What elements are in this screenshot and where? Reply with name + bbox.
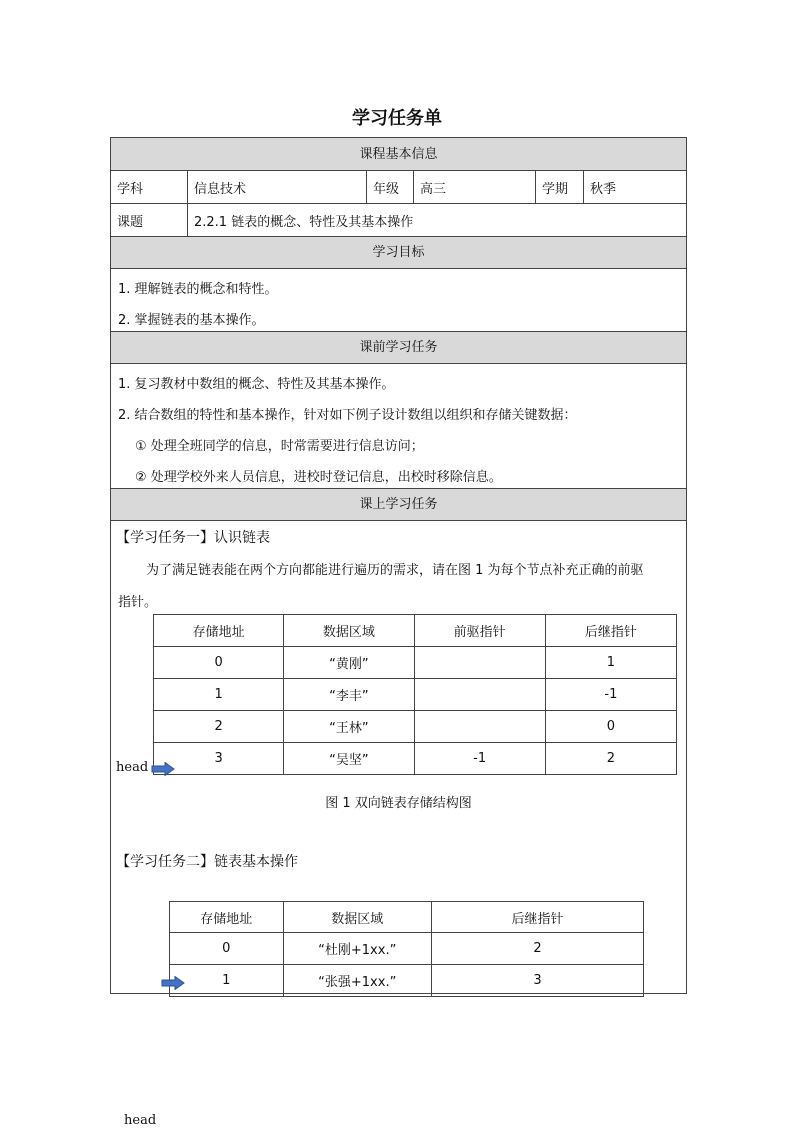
right-arrow-icon: [161, 976, 185, 990]
task1-description-cont: 指针。: [118, 595, 158, 610]
table-row: [170, 965, 644, 997]
doubly-linked-list-table: [153, 614, 677, 775]
table-row: [170, 933, 644, 965]
col-header-data: 数据区域: [283, 902, 431, 933]
col-header-address: 存储地址: [170, 902, 284, 933]
cell-prev-pointer: [414, 711, 545, 743]
col-header-next-pointer: 后继指针: [545, 615, 676, 647]
pre-task-item: 2. 结合数组的特性和基本操作，针对如下例子设计数组以组织和存储关键数据：: [118, 408, 577, 423]
right-arrow-icon: [151, 762, 175, 776]
section-header-basic-info: 课程基本信息: [111, 138, 686, 171]
head-pointer-label: head: [124, 1113, 157, 1128]
task-sheet-frame: [110, 137, 687, 1128]
head-pointer-label: head: [116, 760, 149, 775]
cell-address: 3: [154, 743, 284, 775]
term-value: 秋季: [590, 181, 617, 197]
cell-next-pointer: 3: [431, 965, 643, 997]
cell-data: “吴坚”: [284, 743, 414, 775]
cell-address: 2: [154, 711, 284, 743]
basic-info-row: [111, 171, 686, 204]
table-header-row: [154, 615, 677, 647]
in-class-tasks-content: [111, 521, 686, 1128]
subject-label: 学科: [111, 171, 188, 203]
goals-content: [111, 269, 686, 332]
pre-class-tasks-content: [111, 364, 686, 489]
topic-label: 课题: [111, 204, 188, 236]
table-row: [154, 711, 677, 743]
cell-data: “黄刚”: [284, 647, 414, 679]
table-row: [154, 647, 677, 679]
singly-linked-list-table: [169, 901, 644, 997]
section-header-goals: 学习目标: [111, 237, 686, 269]
pre-task-item: 1. 复习教材中数组的概念、特性及其基本操作。: [118, 377, 395, 392]
figure-caption: 图 1 双向链表存储结构图: [325, 796, 472, 811]
goal-item: 1. 理解链表的概念和特性。: [118, 282, 278, 297]
cell-data: “张强+1xx.”: [283, 965, 431, 997]
cell-data: “杜刚+1xx.”: [283, 933, 431, 965]
table-row: [154, 679, 677, 711]
task2-title: 【学习任务二】链表基本操作: [116, 854, 298, 870]
cell-prev-pointer: -1: [414, 743, 545, 775]
task1-title: 【学习任务一】认识链表: [116, 530, 270, 546]
cell-next-pointer: 0: [545, 711, 676, 743]
topic-row: [111, 204, 686, 237]
pre-task-subitem: ② 处理学校外来人员信息，进校时登记信息，出校时移除信息。: [135, 470, 502, 485]
col-header-data: 数据区域: [284, 615, 414, 647]
cell-next-pointer: -1: [545, 679, 676, 711]
term-label: 学期: [536, 171, 584, 203]
table-row: [154, 743, 677, 775]
cell-next-pointer: 1: [545, 647, 676, 679]
cell-address: 1: [170, 965, 284, 997]
page-title: 学习任务单: [352, 108, 442, 129]
cell-prev-pointer: [414, 647, 545, 679]
task1-description: 为了满足链表能在两个方向都能进行遍历的需求，请在图 1 为每个节点补充正确的前驱: [146, 563, 644, 578]
goal-item: 2. 掌握链表的基本操作。: [118, 313, 265, 328]
cell-data: “李丰”: [284, 679, 414, 711]
cell-address: 0: [154, 647, 284, 679]
col-header-address: 存储地址: [154, 615, 284, 647]
pre-task-subitem: ① 处理全班同学的信息，时常需要进行信息访问；: [135, 439, 424, 454]
section-header-pre-class-tasks: 课前学习任务: [111, 332, 686, 364]
topic-value: 2.2.1 链表的概念、特性及其基本操作: [194, 214, 414, 230]
cell-address: 0: [170, 933, 284, 965]
col-header-next-pointer: 后继指针: [431, 902, 643, 933]
cell-prev-pointer: [414, 679, 545, 711]
subject-value: 信息技术: [188, 171, 367, 203]
section-header-in-class-tasks: 课上学习任务: [111, 489, 686, 521]
grade-value: 高三: [414, 171, 536, 203]
cell-next-pointer: 2: [431, 933, 643, 965]
table-header-row: [170, 902, 644, 933]
cell-next-pointer: 2: [545, 743, 676, 775]
cell-address: 1: [154, 679, 284, 711]
col-header-prev-pointer: 前驱指针: [414, 615, 545, 647]
grade-label: 年级: [367, 171, 414, 203]
cell-data: “王林”: [284, 711, 414, 743]
